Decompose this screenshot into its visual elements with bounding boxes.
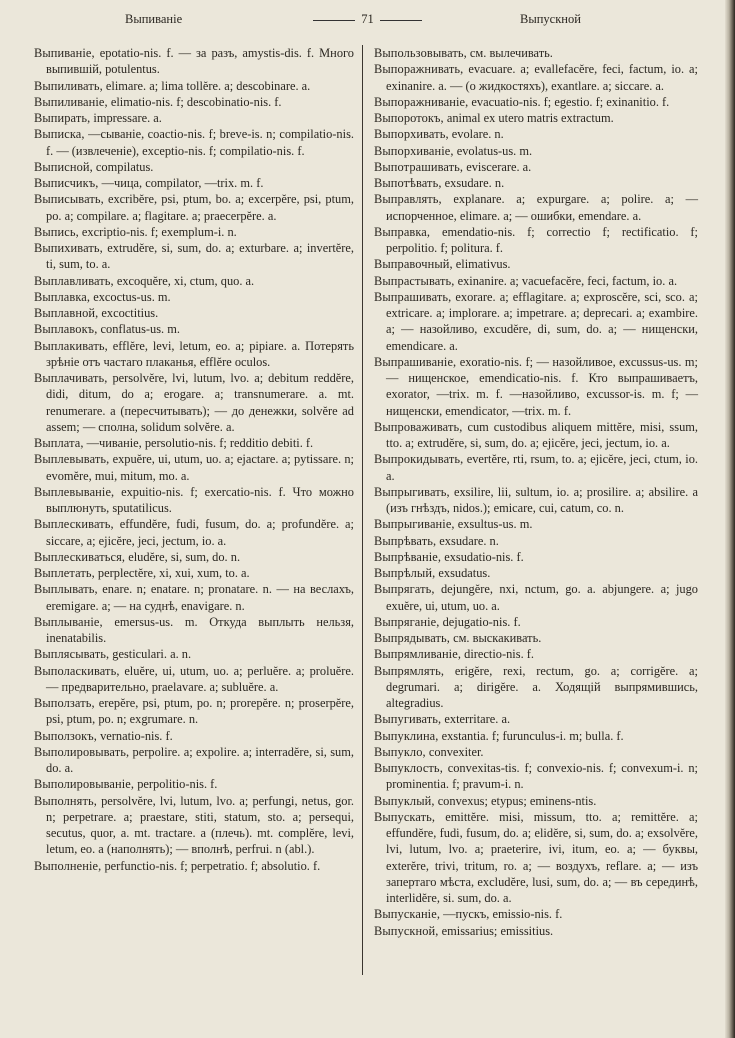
entry-headword: Выпоражниванie, bbox=[374, 94, 469, 109]
dictionary-entry bbox=[374, 663, 698, 712]
entry-definition: emersus-us. m. Откуда выплыть нельзя, inenatabilis. bbox=[46, 614, 354, 645]
entry-headword: Выплата, bbox=[34, 436, 84, 450]
entry-headword: Выполировывать, bbox=[34, 744, 130, 759]
entry-definition: см. вылечивать. bbox=[469, 46, 553, 60]
entry-definition: emendatio-nis. f; correctio f; rectificatio. f; perpolitio. f; politura. f. bbox=[386, 224, 698, 255]
dictionary-entry bbox=[34, 45, 354, 78]
entry-headword: Выпрашивать, bbox=[374, 289, 452, 304]
entry-headword: Выпотрашивать, bbox=[374, 159, 464, 174]
entry-definition: directio-nis. f. bbox=[464, 647, 534, 662]
entry-headword: Выпусканie, bbox=[374, 907, 441, 922]
entry-definition: expuitio-nis. f; exercatio-nis. f. Что можно выплюнуть, sputatilicus. bbox=[46, 484, 354, 515]
dictionary-entry bbox=[374, 906, 698, 922]
entry-definition: evertĕre, rti, rsum, to. a; ejicĕre, jeci, ctum, io. a. bbox=[386, 452, 698, 483]
entry-definition: persolvĕre, lvi, lutum, lvo. a; debitum reddĕre, didi, ditum, do a; erogare. a; transnumerare. a. mt. renumerare. a (пересчитывать); — до денежки, solvĕre ad assem; — сполна, solidum solvĕre. a. bbox=[46, 371, 354, 434]
entry-definition: см. выскакивать. bbox=[453, 631, 542, 645]
entry-definition: gesticulari. a. n. bbox=[112, 647, 192, 662]
dictionary-entry bbox=[34, 78, 354, 94]
entry-headword: Выполнять, bbox=[34, 793, 97, 808]
entry-definition: dejungĕre, nxi, nctum, go. a. abjungere. a; jugo exuĕre, ui, utum, uo. a. bbox=[386, 582, 698, 613]
dictionary-entry bbox=[34, 338, 354, 371]
entry-headword: Выполненie, bbox=[34, 858, 102, 873]
dictionary-entry bbox=[374, 419, 698, 452]
entry-definition: conflatus-us. m. bbox=[100, 322, 180, 337]
dictionary-entry bbox=[374, 110, 698, 126]
entry-headword: Выпуклина, bbox=[374, 728, 439, 743]
entry-headword: Выпиванie, bbox=[34, 46, 95, 60]
entry-definition: cum custodibus aliquem mittĕre, misi, ssum, tto. a; extrudĕre, si, sum, do. a; ejicĕre, jeci, jectum, io. a. bbox=[386, 419, 698, 450]
entry-headword: Выправка, bbox=[374, 224, 431, 239]
entry-headword: Выпиливанie, bbox=[34, 94, 108, 109]
entry-definition: convexiter. bbox=[428, 744, 484, 759]
dictionary-entry bbox=[374, 191, 698, 224]
dictionary-entry bbox=[34, 94, 354, 110]
entry-definition: explanare. a; expurgare. a; polire. a; — испорченное, elimare. a; — ошибки, emendare. a. bbox=[386, 192, 698, 223]
entry-definition: effundĕre, fudi, fusum, do. a; profundĕre. a; siccare, a; ejicĕre, jeci, jectum, io. a. bbox=[46, 517, 354, 548]
dictionary-entry bbox=[374, 289, 698, 354]
dictionary-entry bbox=[34, 451, 354, 484]
entry-headword: Выползокъ, bbox=[34, 728, 97, 743]
entry-definition: erigĕre, rexi, rectum, go. a; corrigĕre. a; degrumari. a; dirigĕre. a. Ходящiй выпрямившись, altegradius. bbox=[386, 663, 698, 710]
entry-definition: eviscerare. a. bbox=[466, 159, 532, 174]
dictionary-entry bbox=[34, 549, 354, 565]
dictionary-entry bbox=[34, 305, 354, 321]
entry-definition: evolare. n. bbox=[451, 127, 504, 142]
entry-definition: expuĕre, ui, utum, uo. a; ejactare. a; pytissare. n; evomĕre, mui, mitum, mo. a. bbox=[46, 452, 354, 483]
entry-headword: Выпрѣванie, bbox=[374, 549, 442, 564]
dictionary-entry bbox=[34, 175, 354, 191]
entry-definition: epotatio-nis. f. — за разъ, amystis-dis. f. Много выпившiй, potulentus. bbox=[46, 46, 354, 77]
entry-definition: excoctus-us. m. bbox=[93, 289, 171, 304]
dictionary-entry bbox=[34, 614, 354, 647]
dictionary-entry bbox=[34, 663, 354, 696]
dictionary-entry bbox=[34, 484, 354, 517]
entry-headword: Выпроваживать, bbox=[374, 419, 463, 434]
entry-definition: impressare. a. bbox=[93, 111, 162, 125]
dictionary-entry bbox=[34, 321, 354, 337]
entry-headword: Выплавокъ, bbox=[34, 322, 98, 337]
entry-definition: exsilire, lii, sultum, io. a; prosilire. a; absilire. a (изъ гнѣздъ, nidos.); emicare, cui, catum, co. n. bbox=[386, 484, 698, 515]
page-number: 71 bbox=[361, 12, 374, 26]
entry-headword: Выпихивать, bbox=[34, 241, 103, 255]
entry-headword: Выпоротокъ, bbox=[374, 111, 444, 125]
dictionary-entry bbox=[34, 240, 354, 273]
entry-definition: compilatus. bbox=[95, 159, 154, 174]
entry-headword: Выполировыванie, bbox=[34, 777, 135, 792]
entry-headword: Выпрашиванie, bbox=[374, 354, 457, 369]
entry-headword: Выпугивать, bbox=[374, 712, 442, 727]
entry-definition: exsudatus. bbox=[438, 566, 491, 580]
entry-definition: —чица, compilator, —trix. m. f. bbox=[101, 176, 264, 190]
dictionary-entry bbox=[374, 533, 698, 549]
entry-definition: perpolitio-nis. f. bbox=[137, 777, 218, 792]
entry-headword: Выпользовывать, bbox=[374, 46, 467, 60]
entry-headword: Выпряганie, bbox=[374, 614, 440, 629]
entry-definition: convexus; etypus; eminens-ntis. bbox=[437, 793, 597, 808]
dictionary-entry bbox=[374, 451, 698, 484]
entry-definition: eluĕre, ui, utum, uo. a; perluĕre. a; proluĕre. — предварительно, praelavare. a; subluĕre. a. bbox=[46, 663, 354, 694]
dash-rule bbox=[380, 20, 422, 21]
dictionary-entry bbox=[34, 110, 354, 126]
entry-headword: Выправлять, bbox=[374, 192, 442, 207]
entry-definition: perfunctio-nis. f; perpetratio. f; absolutio. f. bbox=[104, 858, 321, 873]
entry-headword: Выпукло, bbox=[374, 744, 426, 759]
entry-definition: exsudatio-nis. f. bbox=[444, 549, 524, 564]
dictionary-entry bbox=[374, 630, 698, 646]
dictionary-entry bbox=[34, 289, 354, 305]
entry-headword: Выписной, bbox=[34, 159, 93, 174]
entry-definition: dejugatio-nis. f. bbox=[442, 614, 521, 629]
dictionary-entry bbox=[374, 549, 698, 565]
entry-definition: enare. n; enatare. n; pronatare. n. — на веслахъ, eremigare. a; — на суднѣ, enavigare. n. bbox=[46, 582, 354, 613]
dictionary-entry bbox=[374, 45, 698, 61]
entry-headword: Выправочный, bbox=[374, 257, 453, 272]
entry-headword: Выпись, bbox=[34, 224, 79, 239]
entry-headword: Выпорхивать, bbox=[374, 127, 449, 142]
entry-headword: Выплавка, bbox=[34, 289, 91, 304]
entry-definition: efflĕre, levi, letum, eo. a; pipiare. a. Потерять зрѣнie отъ частаго плаканья, efflĕre oculos. bbox=[46, 338, 354, 369]
entry-definition: —чиванie, persolutio-nis. f; redditio debiti. f. bbox=[86, 436, 314, 450]
entry-headword: Выписка, bbox=[34, 127, 85, 142]
entry-definition: evacuatio-nis. f; egestio. f; exinanitio. f. bbox=[471, 94, 670, 109]
entry-headword: Выплавливать, bbox=[34, 273, 114, 288]
entry-definition: perplectĕre, xi, xui, xum, to. a. bbox=[97, 566, 250, 580]
dictionary-entry bbox=[34, 776, 354, 792]
entry-definition: excriptio-nis. f; exemplum-i. n. bbox=[81, 224, 237, 239]
entry-definition: extrudĕre, si, sum, do. a; exturbare. a; invertĕre, ti, sum, to. a. bbox=[46, 241, 354, 272]
entry-headword: Выпрямлять, bbox=[374, 663, 445, 678]
page-header bbox=[0, 12, 735, 32]
dictionary-entry bbox=[34, 370, 354, 435]
dictionary-entry bbox=[374, 484, 698, 517]
column-divider bbox=[362, 45, 363, 975]
entry-headword: Выплетать, bbox=[34, 566, 95, 580]
entry-headword: Выпрѣлый, bbox=[374, 566, 436, 580]
entry-headword: Выпиливать, bbox=[34, 78, 103, 93]
page-number-block bbox=[300, 12, 435, 27]
entry-definition: persolvĕre, lvi, lutum, lvo. a; perfungi, netus, gor. n; perpetrare. a; praestare, stiti, statum, sto. a; persequi, secutus, quor, a. mt. tractare. a (плечь). mt. complĕre, levi, letum, eo. a (наполнять); — вполнѣ, perfrui. n (abl.). bbox=[46, 793, 354, 857]
entry-headword: Выплакивать, bbox=[34, 338, 108, 353]
entry-headword: Выпрыгивать, bbox=[374, 484, 450, 499]
entry-definition: elimare. a; lima tollĕre. a; descobinare. a. bbox=[105, 78, 311, 93]
dictionary-entry bbox=[34, 728, 354, 744]
entry-definition: exsultus-us. m. bbox=[457, 517, 533, 532]
entry-headword: Выпрокидывать, bbox=[374, 452, 464, 467]
entry-headword: Выплясывать, bbox=[34, 647, 110, 662]
dictionary-entry bbox=[374, 793, 698, 809]
entry-headword: Выплыванie, bbox=[34, 614, 103, 629]
dictionary-entry bbox=[34, 565, 354, 581]
dictionary-entry bbox=[374, 614, 698, 630]
entry-headword: Выпускной, bbox=[374, 923, 439, 938]
dictionary-entry bbox=[374, 646, 698, 662]
entry-definition: exsudare. n. bbox=[439, 533, 499, 548]
entry-headword: Выпрягать, bbox=[374, 582, 435, 597]
entry-definition: elimatio-nis. f; descobinatio-nis. f. bbox=[110, 94, 282, 109]
entry-headword: Выплевыванie, bbox=[34, 484, 115, 499]
entry-definition: exoratio-nis. f; — назойливое, excussus-us. m; — нищенское, emendicatio-nis. f. Кто выпрашиваетъ, exorator, —trix. m. f. —назойливо, excussor-is. m. f; — нищенски, emendicator, —trix. m. f. bbox=[386, 354, 698, 418]
dictionary-entry bbox=[374, 143, 698, 159]
dictionary-entry bbox=[374, 94, 698, 110]
dictionary-entry bbox=[34, 744, 354, 777]
entry-headword: Выпирать, bbox=[34, 111, 91, 125]
dictionary-entry bbox=[34, 435, 354, 451]
entry-definition: exterritare. a. bbox=[444, 712, 511, 727]
entry-headword: Выпотѣвать, bbox=[374, 176, 442, 190]
dash-rule bbox=[313, 20, 355, 21]
entry-definition: emissarius; emissitius. bbox=[441, 923, 554, 938]
dictionary-entry bbox=[374, 760, 698, 793]
dictionary-entry bbox=[34, 695, 354, 728]
dictionary-entry bbox=[34, 191, 354, 224]
entry-definition: exorare. a; efflagitare. a; exproscĕre, sci, sco. a; extricare. a; implorare. a; impetrare. a; deprecari. a; exambire. a; — назойливо, excudĕre, di, sum, do. a; — нищенски, emendicare. a. bbox=[386, 289, 698, 353]
dictionary-entry bbox=[34, 793, 354, 858]
entry-definition: exstantia. f; furunculus-i. m; bulla. f. bbox=[441, 728, 624, 743]
entry-definition: excribĕre, psi, ptum, bo. a; excerpĕre, psi, ptum, po. a; compilare. a; flagitare. a; praecerpĕre. a. bbox=[46, 192, 354, 223]
left-column bbox=[34, 45, 354, 874]
dictionary-entry bbox=[374, 744, 698, 760]
dictionary-entry bbox=[374, 711, 698, 727]
entry-definition: perpolire. a; expolire. a; interradĕre, si, sum, do. a. bbox=[46, 744, 354, 775]
dictionary-entry bbox=[374, 354, 698, 419]
entry-definition: erepĕre, psi, ptum, po. n; prorepĕre. n; proserpĕre, psi, ptum, po. n; exgrumare. n. bbox=[46, 696, 354, 727]
entry-headword: Выпоражнивать, bbox=[374, 62, 464, 77]
entry-headword: Выпрядывать, bbox=[374, 631, 450, 645]
entry-definition: —сыванie, coactio-nis. f; breve-is. n; compilatio-nis. f. — (извлеченie), exceptio-nis. f; compilatio-nis. f. bbox=[46, 127, 354, 158]
entry-definition: —пускъ, emissio-nis. f. bbox=[443, 907, 563, 922]
entry-definition: vernatio-nis. f. bbox=[100, 728, 173, 743]
dictionary-entry bbox=[34, 516, 354, 549]
entry-headword: Выполаскивать, bbox=[34, 663, 120, 678]
dictionary-entry bbox=[374, 61, 698, 94]
dictionary-entry bbox=[374, 809, 698, 907]
dictionary-entry bbox=[34, 126, 354, 159]
dictionary-entry bbox=[374, 175, 698, 191]
dictionary-entry bbox=[34, 646, 354, 662]
dictionary-entry bbox=[34, 273, 354, 289]
entry-headword: Выпрастывать, bbox=[374, 273, 455, 288]
book-spine-edge bbox=[725, 0, 735, 1038]
entry-headword: Выписчикъ, bbox=[34, 176, 99, 190]
entry-headword: Выплавной, bbox=[34, 306, 99, 320]
dictionary-entry bbox=[374, 126, 698, 142]
dictionary-entry bbox=[374, 256, 698, 272]
dictionary-entry bbox=[34, 858, 354, 874]
dictionary-entry bbox=[374, 923, 698, 939]
entry-headword: Выплескивать, bbox=[34, 517, 114, 532]
entry-headword: Выплескиваться, bbox=[34, 549, 126, 564]
dictionary-entry bbox=[374, 516, 698, 532]
entry-definition: exinanire. a; vacuefacĕre, feci, factum, io. a. bbox=[457, 273, 678, 288]
entry-headword: Выплачивать, bbox=[34, 371, 108, 385]
entry-definition: elimativus. bbox=[455, 257, 511, 272]
entry-headword: Выпорхиванie, bbox=[374, 143, 454, 158]
entry-headword: Выпрямливанie, bbox=[374, 647, 462, 662]
right-column bbox=[374, 45, 698, 939]
dictionary-entry bbox=[34, 581, 354, 614]
entry-headword: Выпрыгиванie, bbox=[374, 517, 455, 532]
entry-headword: Выползать, bbox=[34, 696, 95, 710]
entry-headword: Выписывать, bbox=[34, 192, 104, 207]
entry-headword: Выпуклость, bbox=[374, 761, 443, 775]
entry-definition: convexitas-tis. f; convexio-nis. f; convexum-i. n; prominentia. f; pravum-i. n. bbox=[386, 761, 698, 792]
entry-definition: evolatus-us. m. bbox=[456, 143, 533, 158]
dictionary-entry bbox=[374, 565, 698, 581]
entry-definition: animal ex utero matris extractum. bbox=[446, 111, 614, 125]
entry-headword: Выпуклый, bbox=[374, 793, 435, 808]
dictionary-entry bbox=[374, 273, 698, 289]
entry-definition: excoquĕre, xi, ctum, quo. a. bbox=[116, 273, 255, 288]
entry-headword: Выплывать, bbox=[34, 582, 98, 597]
dictionary-entry bbox=[374, 224, 698, 257]
dictionary-entry bbox=[34, 159, 354, 175]
entry-definition: emittĕre. misi, missum, tto. a; remittĕre. a; effundĕre, fudi, fusum, do. a; elidĕre, si, sum, do. a; exsolvĕre, lvi, lutum, lvo. a; praeterire, ivi, itum, eo. a; — буквы, exterĕre, trivi, tritum, ro. a; — воздухъ, reflare. a; — изъ запертаго мѣста, excludĕre, lusi, sum, do. a; — въ серединѣ, interlidĕre, si. sum, do. a. bbox=[386, 809, 698, 905]
entry-definition: excoctitius. bbox=[101, 306, 159, 320]
entry-headword: Выплевывать, bbox=[34, 452, 110, 467]
entry-definition: evacuare. a; evallefacĕre, feci, factum, io. a; exinanire. a. — (о жидкостяхъ), exantlare. a; siccare. a. bbox=[386, 62, 698, 93]
entry-headword: Выпускать, bbox=[374, 809, 436, 824]
dictionary-entry bbox=[34, 224, 354, 240]
entry-definition: eludĕre, si, sum, do. n. bbox=[128, 549, 241, 564]
dictionary-entry bbox=[374, 728, 698, 744]
entry-definition: exsudare. n. bbox=[444, 176, 505, 190]
left-guide-word: Выпиванie bbox=[125, 12, 183, 26]
right-guide-word: Выпускной bbox=[520, 12, 581, 26]
dictionary-entry bbox=[374, 159, 698, 175]
entry-headword: Выпрѣвать, bbox=[374, 533, 437, 548]
dictionary-entry bbox=[374, 581, 698, 614]
